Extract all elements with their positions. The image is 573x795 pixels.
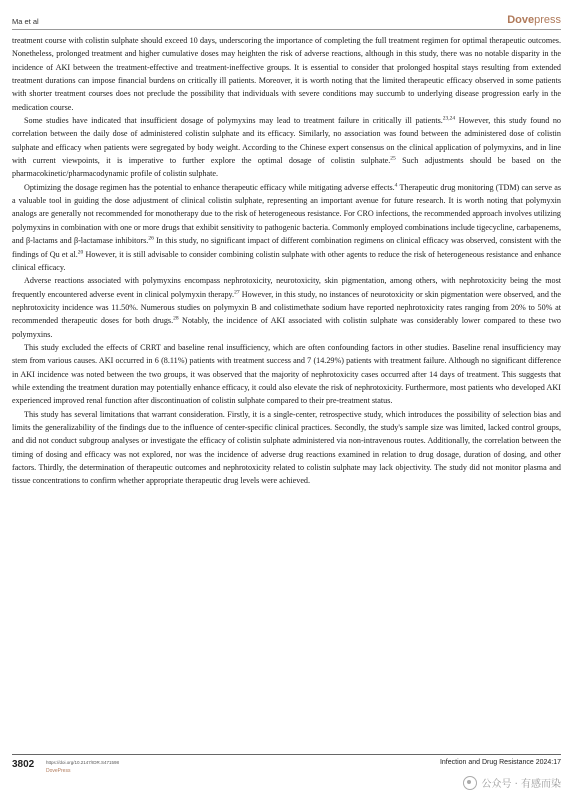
journal-logo [507, 14, 561, 26]
page-header [12, 8, 561, 26]
footer-divider [12, 754, 561, 755]
paragraph-1: treatment course with colistin sulphate should exceed 10 days, underscoring the importance of completing the full treatment regimen for optimal therapeutic outcomes. Nonetheless, prolonged treatment and higher cumulative doses may heighten the risk of adverse reactions, although in this study, there was no notable disparity in the incidence of AKI between the treatment-effective and treatment-ineffective groups. It is essential to consider that prolonged hospital stays resulting from extended treatment durations can impose financial burdens on critically ill patients. Moreover, it is worth noting that the limited therapeutic efficacy observed in some patients with shorter treatment courses does not preclude the possibility that individuals with severe conditions may succumb to underlying disease progression early in the medication course. [12, 36, 561, 112]
paragraph-2 [12, 114, 561, 181]
watermark-text: 公众号 · 有感而染 [481, 779, 561, 790]
paragraph-6: This study has several limitations that warrant consideration. Firstly, it is a single-center, retrospective study, which introduces the possibility of selection bias and limits the generalizability of the findings due to the influence of center-specific clinical practices. Secondly, the study's sample size was limited, lacked control groups, and did not conduct subgroup analyses or investigate the efficacy of colistin sulphate administered via non-intravenous routes. Additionally, the correlation between the timing of dosing and efficacy was not explored, nor was the incidence of adverse drug reactions examined in relation to drug dosage, duration of dosing, and other factors. Thirdly, the determination of therapeutic outcomes and nephrotoxicity related to colistin sulphate may lack objectivity. The study did not monitor plasma and tissue concentrations to confirm whether appropriate therapeutic drug levels were achieved. [12, 409, 561, 486]
paragraph-3-text-a: Optimizing the dosage regimen has the potential to enhance therapeutic efficacy while mitigating adverse effects. [24, 182, 395, 192]
journal-citation: Infection and Drug Resistance 2024:17 [439, 759, 561, 766]
journal-logo-strong: Dove [507, 14, 535, 26]
paragraph-4-text-c: Notably, the incidence of AKI associated with colistin sulphate was considerably lower compared to these two polymyxins. [12, 316, 561, 339]
paragraph-2-text-b: However, this study found no correlation between the daily dose of administered colistin sulphate and its efficacy. Similarly, no association was found between the administered dose of colistin sulphate and efficacy when patients were segregated by body weight. According to the Chinese expert consensus on the clinical application of polymyxins, and in line with current viewpoints, it is imperative to further explore the optimal dosage of colistin sulphate. [12, 116, 561, 166]
watermark [463, 775, 561, 790]
paragraph-4 [12, 274, 561, 341]
paragraph-3 [12, 181, 561, 274]
citation-ref: 28 [173, 315, 179, 322]
paragraph-2-text-c: Such adjustments should be based on the pharmacokinetic/pharmacodynamic profile of colistin sulphate. [12, 156, 561, 179]
citation-ref: 25 [390, 155, 396, 162]
citation-ref: 4 [394, 182, 398, 189]
article-body [12, 34, 561, 488]
doi-link[interactable]: https://doi.org/10.2147/IDR.S471598 [46, 760, 120, 765]
citation-ref: 20 [77, 248, 84, 255]
wechat-account-icon [463, 776, 477, 790]
citation-ref: 26 [148, 235, 154, 242]
paragraph-4-text-b: However, in this study, no instances of neurotoxicity or skin pigmentation were observed, and the nephrotoxicity incidence was 11.50%. Numerous studies on polymyxin B and colistimethate sodium have reported nephrotoxicity rates ranging from 20% to 50% at recommended therapeutic doses for both drugs. [12, 289, 561, 326]
paragraph-3-text-c: In this study, no significant impact of different combination regimens on clinical efficacy was observed, consistent with the findings of Qu et al. [12, 236, 561, 259]
paragraph-3-text-b: Therapeutic drug monitoring (TDM) can serve as a valuable tool in guiding the dose adjustment of clinical colistin sulphate, representing an important avenue for future research. It is worth noting that polymyxin analogs are generally not recommended for monotherapy due to the risk of heterogeneous resistance. For CRO infections, the recommended approach involves utilizing polymyxins in combination with one or more drugs that exhibit sensitivity to pathogenic bacteria. Commonly employed combinations include tigecycline, carbapenems, and β-lactams and β-lactamase inhibitors. [12, 182, 561, 246]
running-head-authors: Ma et al [12, 17, 39, 26]
footer-logo: DovePress [46, 768, 71, 774]
journal-logo-rest: press [534, 14, 561, 26]
citation-ref: 23,24 [442, 115, 456, 122]
citation-ref: 27 [234, 288, 240, 295]
header-divider [12, 29, 561, 30]
page-number: 3802 [12, 759, 35, 770]
paragraph-5: This study excluded the effects of CRRT and baseline renal insufficiency, which are often confounding factors in other studies. Baseline renal insufficiency may stem from various causes. AKI occurred in 6 (8.11%) patients with treatment success and 7 (14.29%) patients with treatment failure. Although no significant difference in AKI incidence was noted between the two groups, it was observed that the majority of nephrotoxicity cases occurred after 14 days of treatment. This suggests that while extending the treatment duration may potentially enhance efficacy, it could also elevate the risk of nephrotoxicity. Furthermore, most patients who developed AKI experienced improved renal function after discontinuation of colistin sulphate compared to their pre-treatment status. [12, 342, 561, 406]
paragraph-2-text-a: Some studies have indicated that insufficient dosage of polymyxins may lead to treatment failure in critically ill patients. [24, 116, 443, 126]
paragraph-3-text-d: However, it is still advisable to consider combining colistin sulphate with other agents to reduce the risk of heterogeneous resistance and enhance clinical efficacy. [12, 249, 561, 272]
paragraph-4-text-a: Adverse reactions associated with polymyxins encompass nephrotoxicity, neurotoxicity, skin pigmentation, among others, with nephrotoxicity being the most frequently encountered adverse event in clinical polymyxin therapy. [12, 276, 561, 299]
